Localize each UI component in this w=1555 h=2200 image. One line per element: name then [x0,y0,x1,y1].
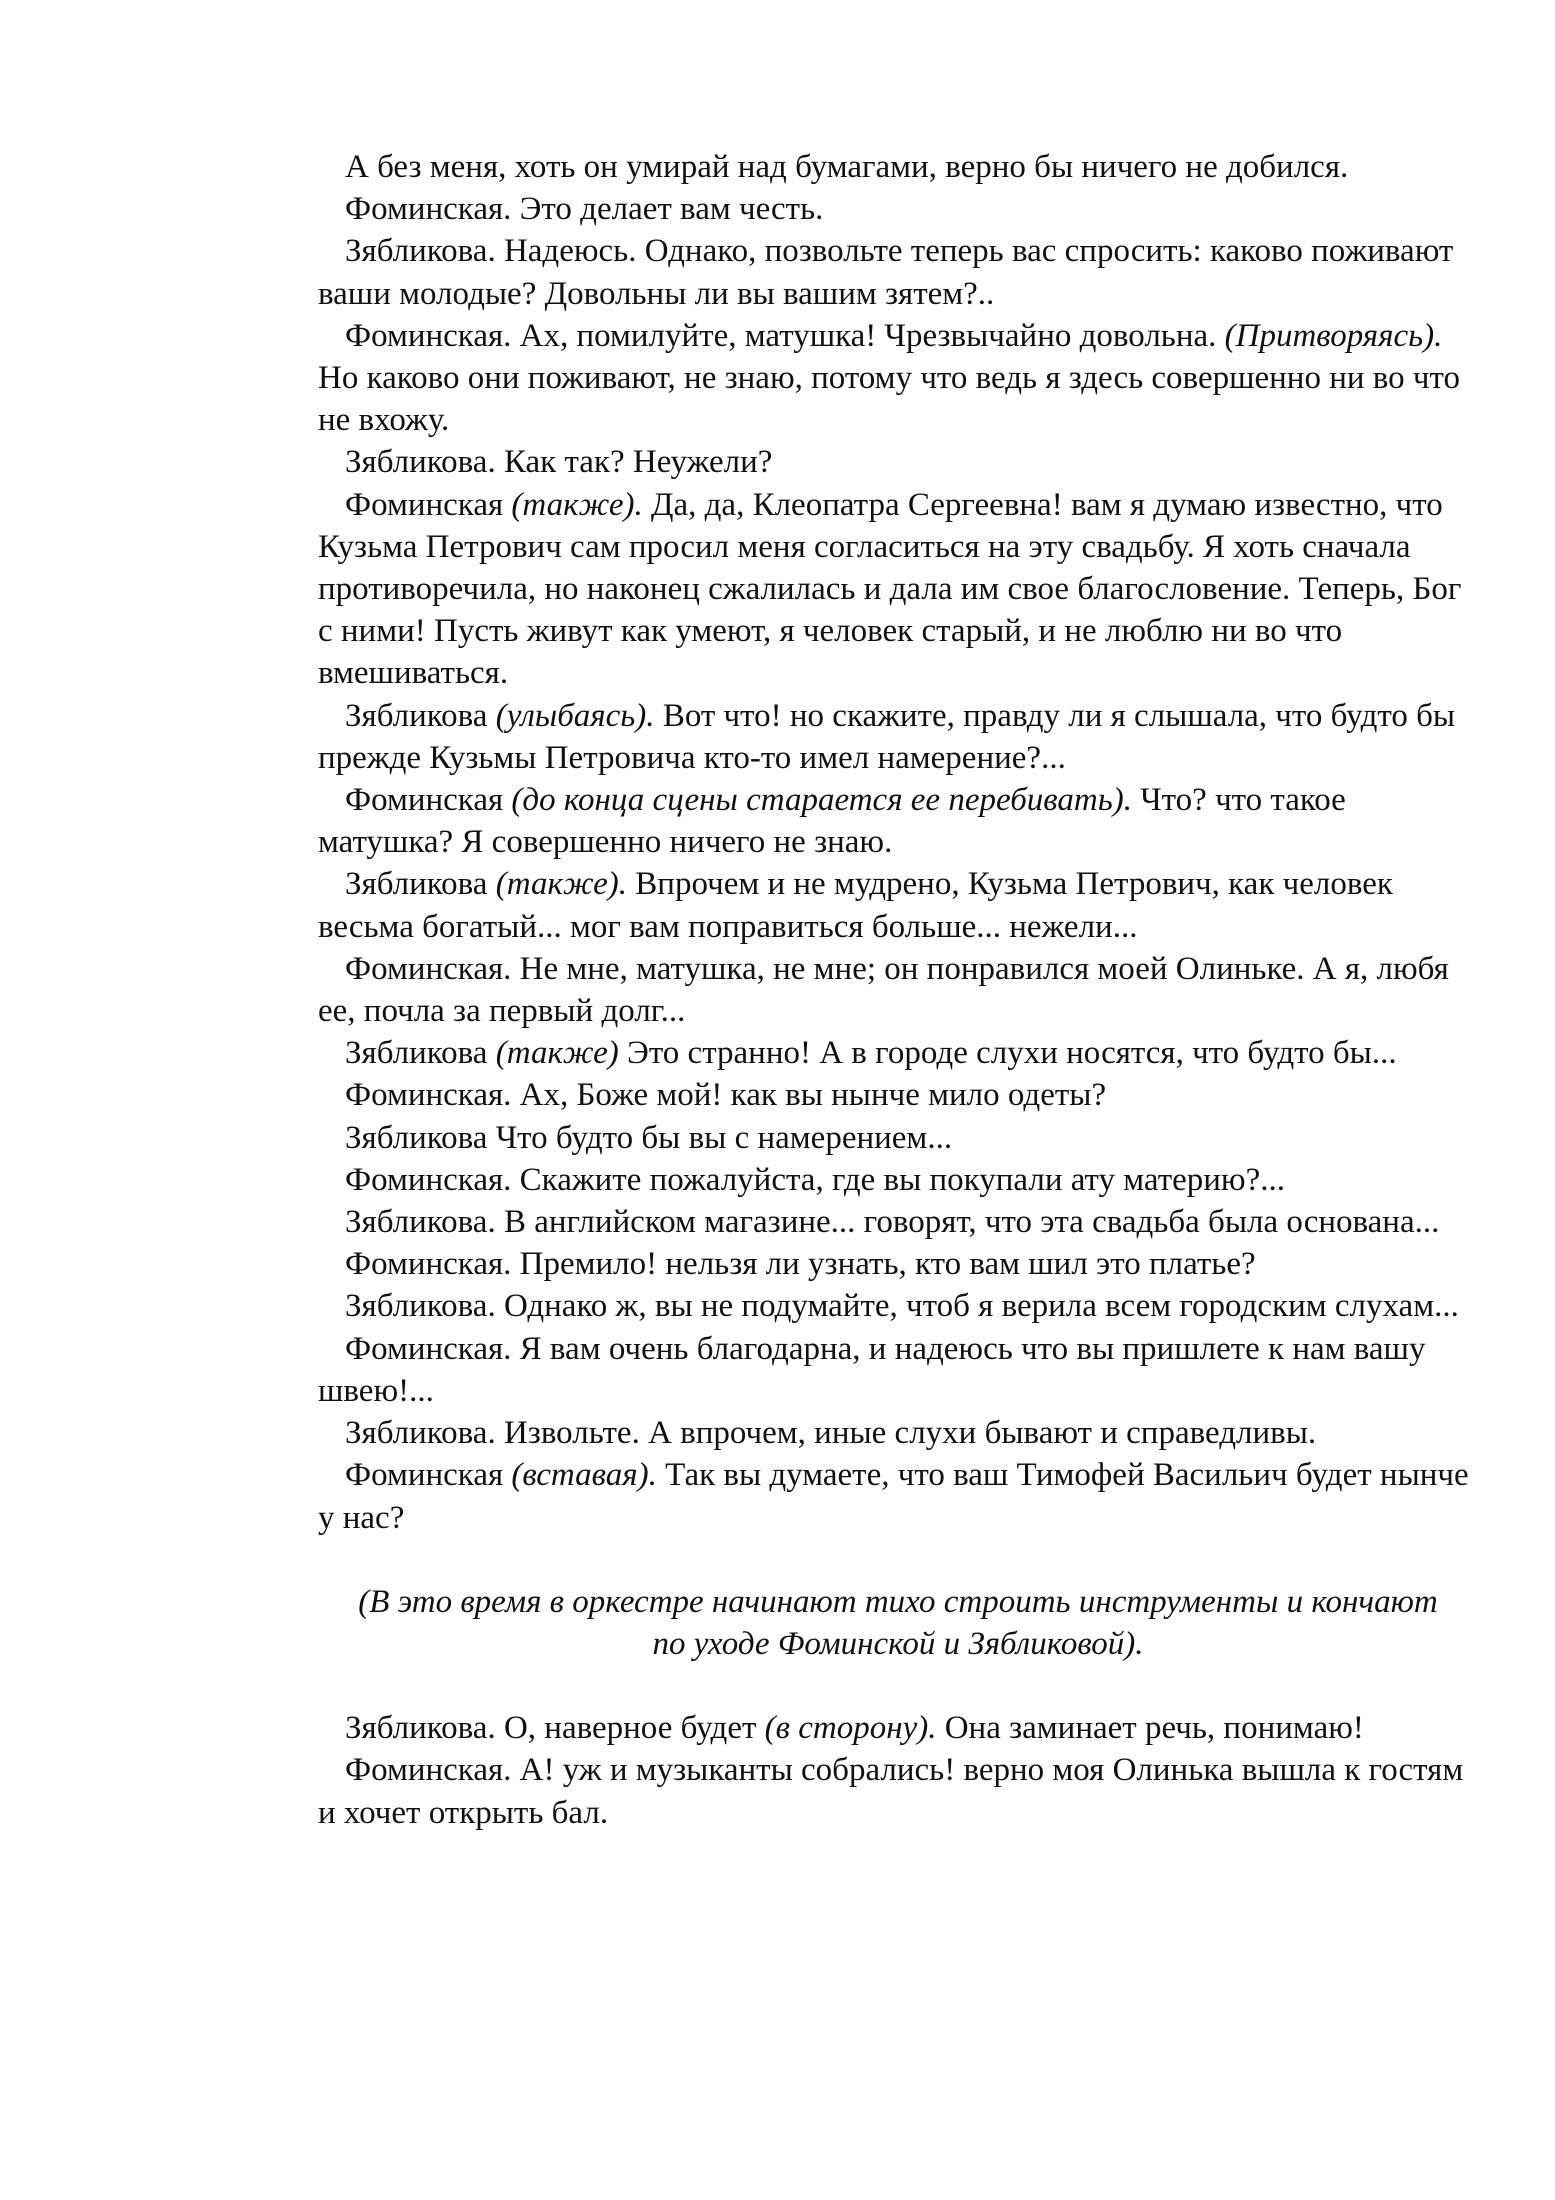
paragraph-text: Зябликова. Однако ж, вы не подумайте, чтоб я верила всем городским слухам... [345,1288,1459,1325]
paragraph-text: Так вы думаете, что ваш Тимофей Васильич будет нынче у нас? [318,1457,1469,1536]
paragraph-text: Фоминская [345,782,512,819]
paragraph-text: Впрочем и не мудрено, Кузьма Петрович, как человек весьма богатый... мог вам поправиться больше... нежели... [318,866,1393,945]
stage-remark: (также) [495,1035,619,1072]
dialogue-paragraph [318,779,1478,863]
paragraph-text: Фоминская. Я вам очень благодарна, и надеюсь что вы пришлете к нам вашу швею!... [318,1330,1426,1409]
stage-remark: (улыбаясь). [495,697,655,734]
paragraph-text: Зябликова. Как так? Неужели? [345,444,773,481]
stage-remark: (В это время в оркестре начинают тихо строить инструменты и кончают по уходе Фоминской и Зябликовой). [358,1583,1438,1662]
dialogue-paragraph [318,863,1478,947]
dialogue-paragraph [318,1328,1478,1412]
dialogue-paragraph [318,1117,1478,1159]
paragraph-text: Фоминская. Ах, помилуйте, матушка! Чрезвычайно довольна. [345,317,1225,354]
dialogue-paragraph [318,1032,1478,1074]
paragraph-text: Фоминская. Скажите пожалуйста, где вы покупали ату материю?... [345,1161,1285,1198]
stage-remark: (в сторону). [764,1710,937,1747]
paragraph-text: Фоминская. Премило! нельзя ли узнать, кто вам шил это платье? [345,1246,1256,1283]
paragraph-text: Зябликова Что будто бы вы с намерением... [345,1119,953,1156]
paragraph-text: Что? что такое матушка? Я совершенно ничего не знаю. [318,782,1346,861]
dialogue-paragraph [318,948,1478,1032]
stage-remark: (также). [495,866,628,903]
dialogue-paragraph [318,695,1478,779]
dialogue-paragraph [318,1749,1478,1833]
dialogue-paragraph [318,188,1478,230]
paragraph-text: Фоминская. Ах, Боже мой! как вы нынче мило одеты? [345,1077,1107,1114]
paragraph-text: Фоминская. Не мне, матушка, не мне; он понравился моей Олиньке. А я, любя ее, почла за первый долг... [318,950,1449,1030]
dialogue-paragraph [318,1201,1478,1243]
stage-remark: (вставая). [511,1457,657,1494]
paragraph-text: Зябликова [345,1035,496,1072]
dialogue-paragraph [318,1454,1478,1538]
paragraph-text: Она заминает речь, понимаю! [936,1710,1364,1747]
paragraph-text: Фоминская. А! уж и музыканты собрались! верно моя Олинька вышла к гостям и хочет открыть бал. [318,1752,1464,1831]
stage-remark: (Притворяясь). [1224,317,1443,354]
paragraph-text: Зябликова. Извольте. А впрочем, иные слухи бывают и справедливы. [345,1415,1317,1452]
paragraph-text: Зябликова [345,697,496,734]
dialogue-paragraph [318,1412,1478,1454]
paragraph-text: А без меня, хоть он умирай над бумагами, верно бы ничего не добился. [345,149,1349,185]
dialogue-paragraph [318,230,1478,314]
paragraph-text: Фоминская [345,486,512,523]
dialogue-paragraph [318,315,1478,442]
paragraph-text: Но каково они поживают, не знаю, потому что ведь я здесь совершенно ни во что не вхожу. [318,360,1460,439]
paragraph-text: Это странно! А в городе слухи носятся, что будто бы... [618,1035,1397,1072]
paragraph-text: Зябликова. О, наверное будет [345,1710,765,1747]
stage-remark: (также). [511,486,643,523]
paragraph-text: Зябликова. В английском магазине... говорят, что эта свадьба была основана... [345,1204,1440,1241]
dialogue-paragraph [318,1707,1478,1749]
stage-direction [318,1581,1478,1665]
dialogue-paragraph [318,1074,1478,1116]
paragraph-text: Фоминская. Это делает вам честь. [345,191,824,228]
dialogue-paragraph [318,1243,1478,1285]
dialogue-paragraph [318,1285,1478,1327]
paragraph-text: Зябликова. Надеюсь. Однако, позвольте теперь вас спросить: каково поживают ваши молодые? Довольны ли вы вашим зятем?.. [318,233,1454,312]
stage-remark: (до конца сцены старается ее перебивать). [511,782,1132,819]
paragraph-text: Зябликова [345,866,496,903]
dialogue-paragraph [318,1159,1478,1201]
document-page [318,146,1478,1834]
paragraph-text: Вот что! но скажите, правду ли я слышала, что будто бы прежде Кузьмы Петровича кто-то имел намерение?... [318,697,1456,776]
dialogue-paragraph [318,146,1478,188]
dialogue-paragraph [318,484,1478,695]
paragraph-text: Фоминская [345,1457,512,1494]
paragraph-text: Да, да, Клеопатра Сергеевна! вам я думаю известно, что Кузьма Петрович сам просил меня согласиться на эту свадьбу. Я хоть сначала противоречила, но наконец сжалилась и дала им свое благословение. Теперь, Бог с ними! Пусть живут как умеют, я человек старый, и не люблю ни во что вмешиваться. [318,486,1462,692]
dialogue-paragraph [318,441,1478,483]
